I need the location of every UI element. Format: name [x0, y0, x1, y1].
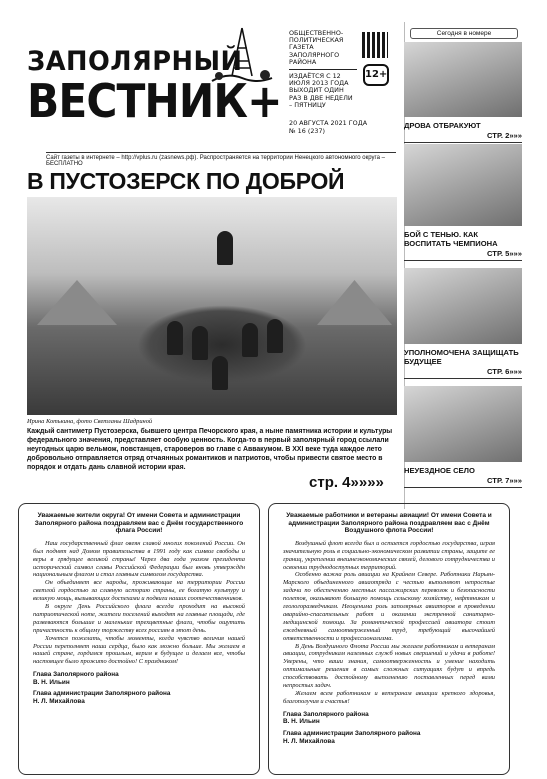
signature-name: В. Н. Ильин [283, 718, 320, 726]
sidebar-image [404, 144, 522, 226]
issue-info [289, 120, 367, 135]
sidebar-image [404, 268, 522, 344]
signature-role: Глава администрации Заполярного района [33, 690, 171, 698]
sidebar-header: Сегодня в номере [410, 28, 518, 39]
issue-number: № 16 (237) [289, 126, 326, 135]
signature-role: Глава Заполярного района [33, 671, 119, 679]
address-heading: Уважаемые жители округа! От имени Совета и администрации Заполярного района поздравляем вас с Днём государственного флага России! [34, 512, 244, 535]
signature-block [283, 711, 495, 745]
site-line: Сайт газеты в интернете – http://vplus.ru (zasnews.pф). Распространяется на территории Ненецкого автономного округа – БЕСПЛАТНО [46, 152, 396, 167]
lead-paragraph: Каждый сантиметр Пустозерска, бывшего центра Печорского края, а ныне памятника истории и культуры федерального значения, представляет особую ценность. Когда-то в первый заполярный город ссылали неугодных царю вельмож, повстанцев, староверов во главе с Аввакумом. В XXI веке туда каждое лето добровольно отправляется отряд отчаянных романтиков и патриотов, чтобы привести святое место в порядок и отдать дань славной истории края. [27, 428, 393, 471]
signature-name: Н. Л. Михайлова [33, 698, 85, 706]
sidebar-item-title: НЕУЕЗДНОЕ СЕЛО [404, 466, 475, 475]
sidebar-item-firewood[interactable] [404, 42, 522, 143]
address-heading: Уважаемые работники и ветераны авиации! От имени Совета и администрации Заполярного района поздравляем вас с Днём Воздушного флота России! [286, 512, 492, 535]
address-paragraph: Хочется пожелать, чтобы моменты, когда чувство величия нашей России переполняет наши сердца, было как можно больше. Мы желаем в нашей стране, гордимся прошлым, верим в будущее и делаем все, чтобы настоящее было прожито достойно! С праздником! [33, 634, 245, 666]
signature-role: Глава администрации Заполярного района [283, 730, 421, 737]
sidebar-item-page: СТР. 2»»» [404, 131, 522, 143]
address-paragraph: В округе День Российского флага всегда проходит на высокой патриотической ноте, жители поселений выходят на главные площади, где развеваются большие и маленькие трехцветные флаги, чтобы ощутить причастность к общему торжеству всех россиян в этот день. [33, 603, 245, 634]
sidebar-item-future[interactable] [404, 268, 522, 379]
address-paragraph: Желаем всем работникам и ветеранам авиации крепкого здоровья, благополучия и счастья! [283, 690, 495, 705]
newspaper-info [289, 30, 357, 109]
sidebar-item-title: УПОЛНОМОЧЕНА ЗАЩИЩАТЬ БУДУЩЕЕ [404, 348, 519, 366]
paper-description: ОБЩЕСТВЕННО-ПОЛИТИЧЕСКАЯ ГАЗЕТА ЗАПОЛЯРНОГО РАЙОНА [289, 29, 344, 66]
sidebar-item-title: ДРОВА ОТБРАКУЮТ [404, 121, 481, 130]
signature-block [33, 671, 245, 705]
flag-day-address [18, 503, 260, 775]
aviation-day-address [268, 503, 510, 775]
sidebar-item-champion[interactable] [404, 144, 522, 261]
sidebar-item-page: СТР. 5»»» [404, 249, 522, 261]
sidebar-item-page: СТР. 6»»» [404, 367, 522, 379]
address-paragraph: Он объединяет все народы, проживающие на территории России светлой гордостью за славную историю страны, ее богатую культуру и великую мощь, вызывающих доспехами и подвиги наших соотечественников. [33, 579, 245, 603]
qr-code-icon [362, 32, 388, 58]
signature-name: В. Н. Ильин [33, 678, 70, 686]
sidebar-image [404, 386, 522, 462]
publishing-frequency: ИЗДАЁТСЯ С 12 ИЮЛЯ 2013 ГОДА ВЫХОДИТ ОДИН РАЗ В ДВЕ НЕДЕЛИ – ПЯТНИЦУ [289, 72, 353, 109]
photo-caption: Ирина Котькина, фото Светланы Шадриной [27, 418, 153, 425]
sidebar-item-village[interactable] [404, 386, 522, 488]
signature-name: Н. Л. Михайлова [283, 737, 335, 745]
age-rating-badge: 12+ [363, 64, 389, 86]
logo-line-1: ЗАПОЛЯРНЫЙ [27, 46, 243, 77]
issue-date: 20 АВГУСТА 2021 ГОДА [289, 119, 368, 127]
masthead [27, 24, 392, 150]
address-paragraph: Особенно важна роль авиации на Крайнем Севере. Работники Нарьян-Марского объединенного авиаотряда с честью выполняют непростые задачи по обеспечению местных пассажирских перевозок и безопасности полетов, оказывают большую помощь сельскому хозяйству, нефтяникам и геологоразведчикам. Неоценима роль заполярных авиаторов в проведении аварийно-спасательных работ и оказании экстренной санитарно-медицинской помощи. За романтической профессией авиатора стоит ежедневный самоотверженный труд, требующий высочайшей ответственности и профессионализма. [283, 571, 495, 642]
sidebar-image [404, 42, 522, 117]
logo-line-2: ВЕСТНИК+ [27, 74, 282, 128]
sidebar-item-title: БОЙ С ТЕНЬЮ. КАК ВОСПИТАТЬ ЧЕМПИОНА [404, 230, 498, 248]
main-headline[interactable]: В ПУСТОЗЕРСК ПО ДОБРОЙ [27, 168, 345, 194]
address-paragraph: Воздушный флот всегда был и остается гордостью государства, играя значительную роль в социально-экономическом развитии страны, защите ее границ, укреплении внешнеэкономических связей, делового сотрудничества и освоении труднодоступных территорий. [283, 539, 495, 571]
address-body [33, 540, 245, 667]
sidebar-item-page: СТР. 7»»» [404, 476, 522, 488]
main-page-ref-link[interactable]: стр. 4»»»» [309, 474, 384, 491]
address-paragraph: В День Воздушного Флота России мы желаем работникам и ветеранам авиации, сотрудникам наземных служб новых свершений и удачи в работе! Уверены, что ваши знания, самоотверженность и умение находить оптимальные решения в самых сложных ситуациях будут и впредь способствовать достойному выполнению поставленных перед вами непростых задач. [283, 642, 495, 690]
main-photo[interactable] [27, 197, 397, 415]
signature-role: Глава Заполярного района [283, 710, 369, 718]
address-paragraph: Наш государственный флаг овеян славой многих поколений России. Он был поднят над Домом правительства в 1991 году как символ свободы и веры в грядущее великой страны! Через два года указом президента исторический символ славы Российской Федерации был вновь утверждён национальным флагом и стал главным символом государства. [33, 539, 245, 579]
address-body [283, 540, 495, 706]
